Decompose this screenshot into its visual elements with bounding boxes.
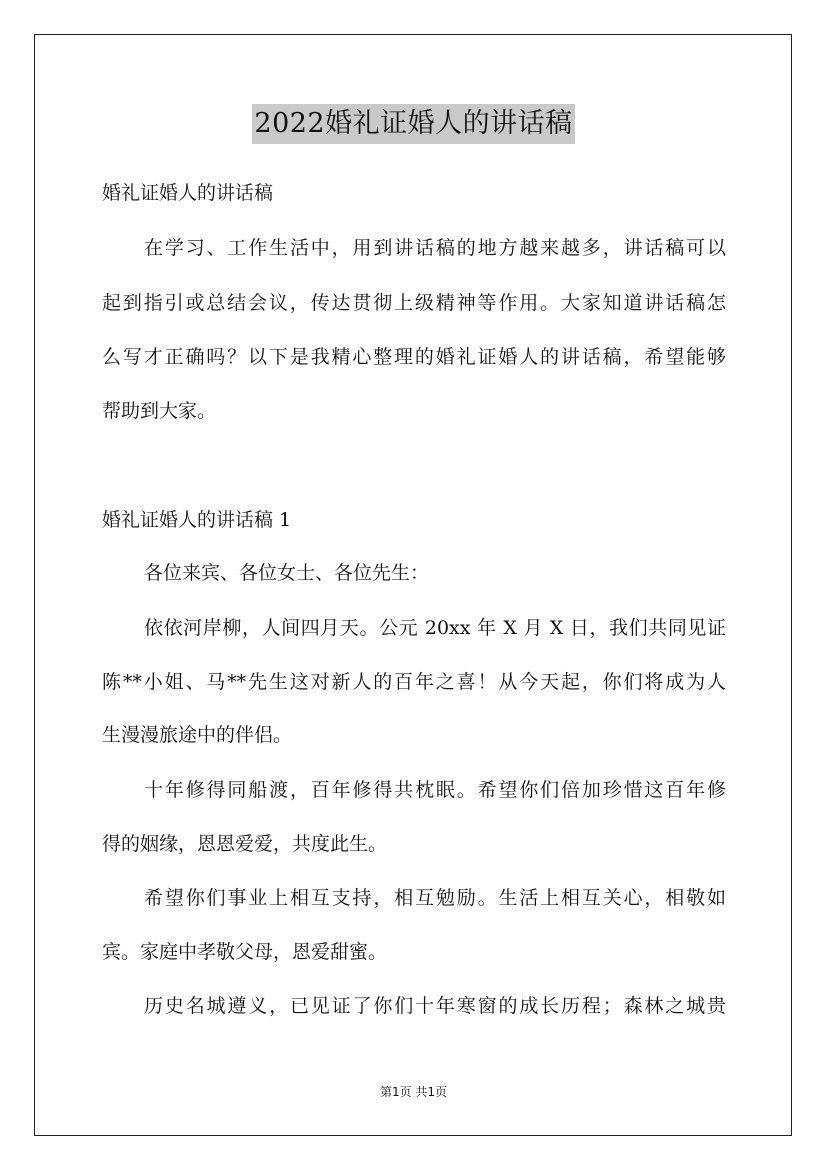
- paragraph-line: 历史名城遵义，已见证了你们十年寒窗的成长历程；森林之城贵: [144, 995, 726, 1017]
- page-number-footer: 第1页 共1页: [379, 1085, 448, 1099]
- document-title: 2022婚礼证婚人的讲话稿: [252, 104, 574, 144]
- section-heading: 婚礼证婚人的讲话稿 1: [102, 509, 292, 531]
- paragraph-line: 依依河岸柳，人间四月天。公元 20xx 年 X 月 X 日，我们共同见证: [144, 617, 726, 639]
- paragraph-line: 十年修得同船渡，百年修得共枕眠。希望你们倍加珍惜这百年修: [144, 779, 726, 801]
- paragraph-line: 希望你们事业上相互支持，相互勉励。生活上相互关心，相敬如: [144, 887, 726, 909]
- paragraph-line: 生漫漫旅途中的伴侣。: [102, 724, 293, 746]
- paragraph-line: 么写才正确吗？以下是我精心整理的婚礼证婚人的讲话稿，希望能够: [102, 346, 726, 368]
- paragraph-line: 得的姻缘，恩恩爱爱，共度此生。: [102, 833, 388, 855]
- section-heading: 婚礼证婚人的讲话稿: [102, 182, 274, 204]
- paragraph-line: 帮助到大家。: [102, 400, 217, 422]
- paragraph-line: 各位来宾、各位女士、各位先生：: [144, 562, 430, 584]
- paragraph-line: 陈**小姐、马**先生这对新人的百年之喜！从今天起，你们将成为人: [102, 671, 726, 693]
- paragraph-line: 在学习、工作生活中，用到讲话稿的地方越来越多，讲话稿可以: [144, 237, 726, 259]
- paragraph-line: 起到指引或总结会议，传达贯彻上级精神等作用。大家知道讲话稿怎: [102, 292, 726, 314]
- paragraph-line: 宾。家庭中孝敬父母，恩爱甜蜜。: [102, 941, 388, 963]
